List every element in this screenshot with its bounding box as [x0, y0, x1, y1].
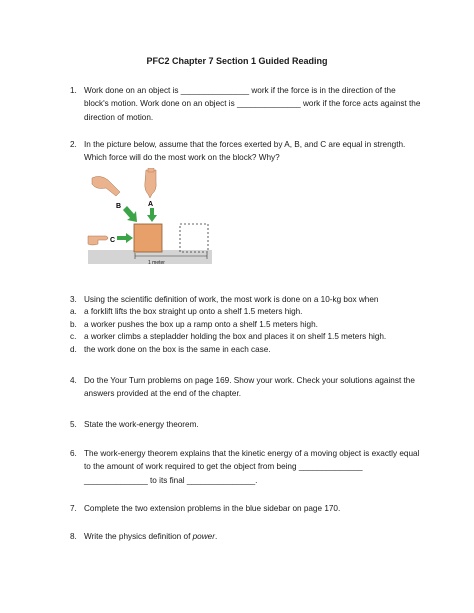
question-4 [70, 374, 422, 401]
question-2 [70, 138, 422, 165]
label-c: C [110, 237, 116, 244]
question-text: Write the physics definition of power. [84, 532, 218, 541]
arrow-c [117, 233, 133, 243]
question-7 [70, 502, 422, 515]
forces-diagram [86, 168, 218, 272]
option-c: c. a worker climbs a stepladder holding the box and places it on shelf 1.5 meters high. [70, 332, 387, 342]
question-text: In the picture below, assume that the forces exerted by A, B, and C are equal in strength. Which force will do the most work on the block? Why? [84, 140, 406, 163]
block-final-position [180, 224, 208, 252]
page-title: PFC2 Chapter 7 Section 1 Guided Reading [146, 56, 328, 66]
question-3-options [70, 306, 430, 356]
question-3 [70, 293, 430, 306]
arrow-a [147, 208, 157, 222]
question-number: 3. [70, 295, 77, 304]
hand-a [145, 168, 156, 198]
question-text: The work-energy theorem explains that the kinetic energy of a moving object is exactly equal to the amount of work required to get the object from being ______________ ______________ to its final _______________. [84, 449, 420, 485]
question-number: 7. [70, 504, 77, 513]
question-1 [70, 84, 422, 124]
question-number: 2. [70, 140, 77, 149]
hand-b [92, 176, 120, 196]
emphasized-term: power [192, 532, 215, 541]
arrow-b [123, 206, 137, 222]
label-b: B [116, 203, 122, 210]
question-8 [70, 530, 422, 543]
distance-label: 1 meter [148, 260, 165, 266]
option-b: b. a worker pushes the box up a ramp onto a shelf 1.5 meters high. [70, 319, 318, 329]
question-number: 5. [70, 420, 77, 429]
question-text: Complete the two extension problems in the blue sidebar on page 170. [84, 504, 341, 513]
question-number: 1. [70, 86, 77, 95]
question-6 [70, 447, 422, 487]
question-text: Using the scientific definition of work, the most work is done on a 10-kg box when [84, 295, 379, 304]
question-number: 4. [70, 376, 77, 385]
hand-c [88, 236, 108, 245]
question-text: Work done on an object is _______________ work if the force is in the direction of the block's motion. Work done on an object is ______________ work if the force acts against the direction of motion. [84, 86, 421, 122]
question-number: 6. [70, 449, 77, 458]
block [134, 224, 162, 252]
question-5 [70, 418, 422, 431]
question-number: 8. [70, 532, 77, 541]
label-a: A [148, 201, 154, 208]
option-a: a. a forklift lifts the box straight up onto a shelf 1.5 meters high. [70, 307, 303, 316]
question-text: State the work-energy theorem. [84, 420, 199, 429]
option-d: d. the work done on the box is the same in each case. [70, 344, 271, 354]
question-text: Do the Your Turn problems on page 169. Show your work. Check your solutions against the answers provided at the end of the chapter. [84, 376, 415, 399]
